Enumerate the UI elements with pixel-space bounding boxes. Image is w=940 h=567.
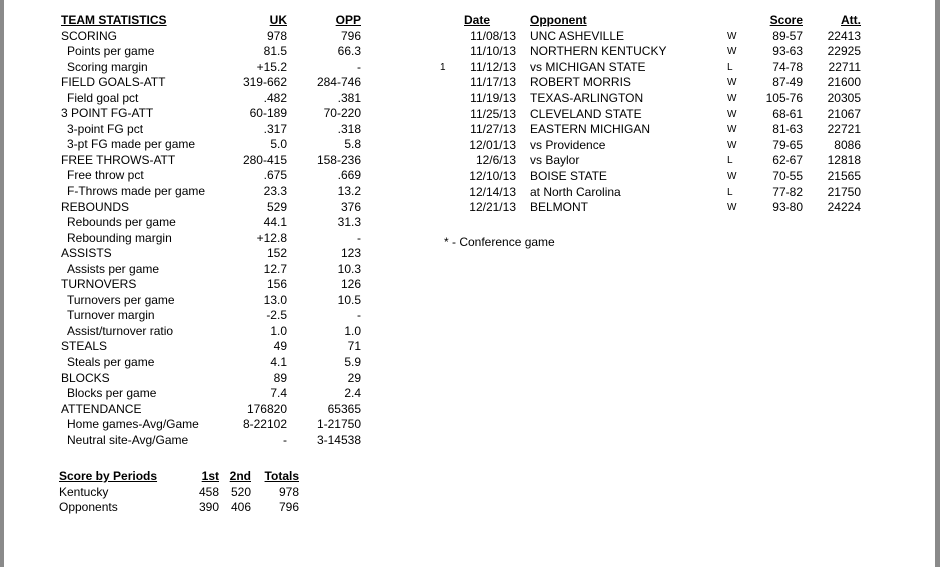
game-row <box>440 169 861 185</box>
stat-uk-value: 8-22102 <box>242 417 287 432</box>
game-result: W <box>727 92 737 104</box>
game-row <box>440 185 861 201</box>
game-attendance: 8086 <box>834 137 861 152</box>
stat-label: Steals per game <box>67 355 155 370</box>
game-score: 87-49 <box>772 75 803 90</box>
stat-row <box>61 308 361 324</box>
stat-opp-value: .318 <box>337 121 361 136</box>
period-row <box>59 500 299 516</box>
stat-row <box>61 231 361 247</box>
period-first-half: 390 <box>198 500 219 514</box>
stat-row <box>61 44 361 60</box>
stat-uk-value: 23.3 <box>263 184 287 199</box>
stat-uk-value: 12.7 <box>263 261 287 276</box>
stat-uk-value: 89 <box>273 370 287 385</box>
schedule-header <box>440 13 861 29</box>
stat-opp-value: 2.4 <box>344 386 361 401</box>
stat-opp-value: 10.3 <box>337 261 361 276</box>
stat-label: SCORING <box>61 28 118 43</box>
stat-uk-value: -2.5 <box>266 308 287 323</box>
stat-uk-value: +12.8 <box>256 230 287 245</box>
game-row <box>440 200 861 216</box>
stat-opp-value: 1-21750 <box>316 417 361 432</box>
first-half-header: 1st <box>201 469 219 483</box>
stat-label: REBOUNDS <box>61 199 130 214</box>
game-score: 62-67 <box>772 153 803 168</box>
stat-label: Home games-Avg/Game <box>67 417 199 432</box>
game-date: 11/17/13 <box>470 75 516 90</box>
game-row <box>440 138 861 154</box>
game-result: W <box>727 139 737 151</box>
stat-row <box>61 168 361 184</box>
score-by-periods-header <box>59 469 299 485</box>
stat-row <box>61 60 361 76</box>
stat-opp-value: 3-14538 <box>316 432 361 447</box>
game-attendance: 22925 <box>827 44 861 59</box>
period-second-half: 406 <box>230 500 251 514</box>
game-date: 12/6/13 <box>475 153 516 168</box>
stat-row <box>61 122 361 138</box>
stat-opp-value: 5.8 <box>344 137 361 152</box>
period-second-half: 520 <box>230 484 251 499</box>
stat-label: Free throw pct <box>67 168 144 183</box>
stat-row <box>61 137 361 153</box>
game-opponent: at North Carolina <box>530 184 621 199</box>
game-result: L <box>727 155 733 167</box>
game-attendance: 21565 <box>827 168 861 183</box>
stat-opp-value: 31.3 <box>337 215 361 230</box>
period-team-label: Kentucky <box>59 484 109 499</box>
period-total: 796 <box>278 500 299 514</box>
stat-uk-value: 176820 <box>246 401 287 416</box>
game-marker: 1 <box>440 61 446 73</box>
stat-row <box>61 75 361 91</box>
stat-label: Neutral site-Avg/Game <box>67 432 189 447</box>
schedule-table <box>440 13 861 216</box>
game-score: 79-65 <box>772 137 803 152</box>
game-opponent: CLEVELAND STATE <box>530 106 642 121</box>
team-statistics-table <box>61 13 361 448</box>
period-team-label: Opponents <box>59 500 118 514</box>
game-score: 93-63 <box>772 44 803 59</box>
stat-label: FREE THROWS-ATT <box>61 152 176 167</box>
game-date: 11/27/13 <box>470 122 516 137</box>
game-attendance: 22721 <box>827 122 861 137</box>
game-score: 89-57 <box>772 28 803 43</box>
game-result: W <box>727 124 737 136</box>
stat-uk-value: 280-415 <box>242 152 287 167</box>
stat-uk-value: .675 <box>263 168 287 183</box>
team-statistics-title: TEAM STATISTICS <box>61 13 167 27</box>
stat-label: Rebounds per game <box>67 215 176 230</box>
document-page <box>4 0 935 567</box>
game-score: 77-82 <box>772 184 803 199</box>
game-result: W <box>727 30 737 42</box>
game-opponent: ROBERT MORRIS <box>530 75 631 90</box>
game-result: L <box>727 61 733 73</box>
period-total: 978 <box>278 484 299 499</box>
stat-label: TURNOVERS <box>61 277 137 292</box>
stat-uk-value: 319-662 <box>242 75 287 90</box>
stat-uk-value: 49 <box>273 339 287 354</box>
stat-row <box>61 215 361 231</box>
stat-uk-value: 13.0 <box>263 292 287 307</box>
stat-row <box>61 91 361 107</box>
opp-column-header: OPP <box>335 13 361 27</box>
stat-label: Assist/turnover ratio <box>67 323 174 338</box>
stat-label: 3-pt FG made per game <box>67 137 196 152</box>
score-by-periods-title: Score by Periods <box>59 469 158 483</box>
game-result: W <box>727 46 737 58</box>
game-score: 81-63 <box>772 122 803 137</box>
game-row <box>440 91 861 107</box>
second-half-header: 2nd <box>229 469 251 483</box>
game-date: 11/08/13 <box>470 28 516 43</box>
stat-row <box>61 293 361 309</box>
score-by-periods-table <box>59 469 299 516</box>
game-attendance: 20305 <box>827 90 861 105</box>
game-opponent: EASTERN MICHIGAN <box>530 122 651 137</box>
stat-row <box>61 355 361 371</box>
stat-label: Blocks per game <box>67 386 157 401</box>
game-row <box>440 75 861 91</box>
stat-label: Assists per game <box>67 261 160 276</box>
attendance-column-header: Att. <box>841 13 861 27</box>
game-opponent: TEXAS-ARLINGTON <box>530 90 644 105</box>
stat-row <box>61 262 361 278</box>
stat-opp-value: 376 <box>340 199 361 214</box>
game-date: 12/01/13 <box>469 137 516 152</box>
stat-opp-value: 13.2 <box>337 184 361 199</box>
stat-opp-value: 70-220 <box>323 106 361 121</box>
stat-row <box>61 277 361 293</box>
stat-row <box>61 402 361 418</box>
game-result: W <box>727 77 737 89</box>
game-result: W <box>727 202 737 214</box>
stat-opp-value: 284-746 <box>316 75 361 90</box>
game-attendance: 21750 <box>827 184 861 199</box>
game-opponent: UNC ASHEVILLE <box>530 28 625 43</box>
stat-label: Scoring margin <box>67 59 148 74</box>
stat-uk-value: 60-189 <box>249 106 287 121</box>
game-score: 74-78 <box>772 59 803 74</box>
stat-uk-value: 152 <box>266 246 287 261</box>
stat-uk-value: 7.4 <box>270 386 287 401</box>
stat-uk-value: .317 <box>263 121 287 136</box>
uk-column-header: UK <box>269 13 287 27</box>
stat-row <box>61 339 361 355</box>
stat-opp-value: - <box>357 230 361 245</box>
stat-opp-value: - <box>357 59 361 74</box>
period-row <box>59 485 299 501</box>
game-row <box>440 60 861 76</box>
game-row <box>440 153 861 169</box>
game-row <box>440 107 861 123</box>
game-date: 11/10/13 <box>470 44 516 59</box>
stat-opp-value: - <box>357 308 361 323</box>
stat-row <box>61 386 361 402</box>
game-opponent: BOISE STATE <box>530 168 607 183</box>
game-date: 11/12/13 <box>470 59 516 74</box>
game-result: W <box>727 170 737 182</box>
game-date: 12/14/13 <box>469 184 516 199</box>
stat-opp-value: 1.0 <box>344 323 361 338</box>
stat-uk-value: 978 <box>266 28 287 43</box>
stat-row <box>61 324 361 340</box>
stat-row <box>61 29 361 45</box>
stat-opp-value: 126 <box>340 277 361 292</box>
score-column-header: Score <box>769 13 803 27</box>
stat-opp-value: 29 <box>347 370 361 385</box>
game-opponent: vs Baylor <box>530 153 580 168</box>
stat-label: ATTENDANCE <box>61 401 142 416</box>
game-opponent: BELMONT <box>530 200 589 215</box>
stat-uk-value: 44.1 <box>263 215 287 230</box>
game-score: 68-61 <box>772 106 803 121</box>
stat-uk-value: - <box>283 432 287 447</box>
stat-label: ASSISTS <box>61 246 112 261</box>
stat-uk-value: 4.1 <box>270 355 287 370</box>
game-attendance: 21067 <box>827 106 861 121</box>
stat-label: 3 POINT FG-ATT <box>61 106 154 121</box>
stat-row <box>61 246 361 262</box>
game-attendance: 12818 <box>827 153 861 168</box>
game-attendance: 22711 <box>828 59 861 74</box>
game-row <box>440 122 861 138</box>
stat-row <box>61 200 361 216</box>
stat-label: Turnover margin <box>67 308 155 323</box>
game-attendance: 24224 <box>827 200 861 215</box>
stat-opp-value: .381 <box>337 90 361 105</box>
stat-row <box>61 433 361 449</box>
stat-uk-value: 5.0 <box>270 137 287 152</box>
game-score: 70-55 <box>772 168 803 183</box>
stat-label: STEALS <box>61 339 108 354</box>
stat-label: Points per game <box>67 44 155 59</box>
stat-uk-value: 156 <box>266 277 287 292</box>
stat-opp-value: 796 <box>340 28 361 43</box>
stat-label: FIELD GOALS-ATT <box>61 75 166 90</box>
stat-row <box>61 371 361 387</box>
stat-opp-value: 65365 <box>327 401 361 416</box>
game-score: 93-80 <box>772 200 803 215</box>
stat-label: BLOCKS <box>61 370 110 385</box>
stat-label: Rebounding margin <box>67 230 172 245</box>
stat-label: Field goal pct <box>67 90 139 105</box>
stat-uk-value: 1.0 <box>270 323 287 338</box>
game-attendance: 22413 <box>827 28 861 43</box>
stat-uk-value: +15.2 <box>256 59 287 74</box>
stat-opp-value: 10.5 <box>337 292 361 307</box>
game-opponent: vs MICHIGAN STATE <box>530 59 646 74</box>
stat-row <box>61 153 361 169</box>
game-attendance: 21600 <box>827 75 861 90</box>
stat-opp-value: 5.9 <box>344 355 361 370</box>
game-date: 12/10/13 <box>469 168 516 183</box>
stat-row <box>61 106 361 122</box>
game-result: L <box>727 186 733 198</box>
team-statistics-header <box>61 13 361 29</box>
stat-label: 3-point FG pct <box>67 121 144 136</box>
date-column-header: Date <box>464 13 491 27</box>
stat-row <box>61 417 361 433</box>
game-date: 12/21/13 <box>469 200 516 215</box>
stat-opp-value: 66.3 <box>337 44 361 59</box>
stat-uk-value: 81.5 <box>263 44 287 59</box>
stat-row <box>61 184 361 200</box>
game-result: W <box>727 108 737 120</box>
stat-label: F-Throws made per game <box>67 184 206 199</box>
game-row <box>440 44 861 60</box>
stat-opp-value: .669 <box>337 168 361 183</box>
stat-opp-value: 123 <box>340 246 361 261</box>
stat-opp-value: 71 <box>347 339 361 354</box>
conference-game-note: * - Conference game <box>444 235 555 249</box>
opponent-column-header: Opponent <box>530 13 587 27</box>
game-row <box>440 29 861 45</box>
period-first-half: 458 <box>198 484 219 499</box>
stat-uk-value: 529 <box>266 199 287 214</box>
game-score: 105-76 <box>765 90 803 105</box>
window-right-border <box>935 0 940 567</box>
game-date: 11/25/13 <box>470 106 516 121</box>
game-date: 11/19/13 <box>470 90 516 105</box>
stat-opp-value: 158-236 <box>316 152 361 167</box>
totals-header: Totals <box>264 469 299 483</box>
stat-uk-value: .482 <box>263 90 287 105</box>
game-opponent: NORTHERN KENTUCKY <box>530 44 667 59</box>
game-opponent: vs Providence <box>530 137 606 152</box>
stat-label: Turnovers per game <box>67 292 175 307</box>
